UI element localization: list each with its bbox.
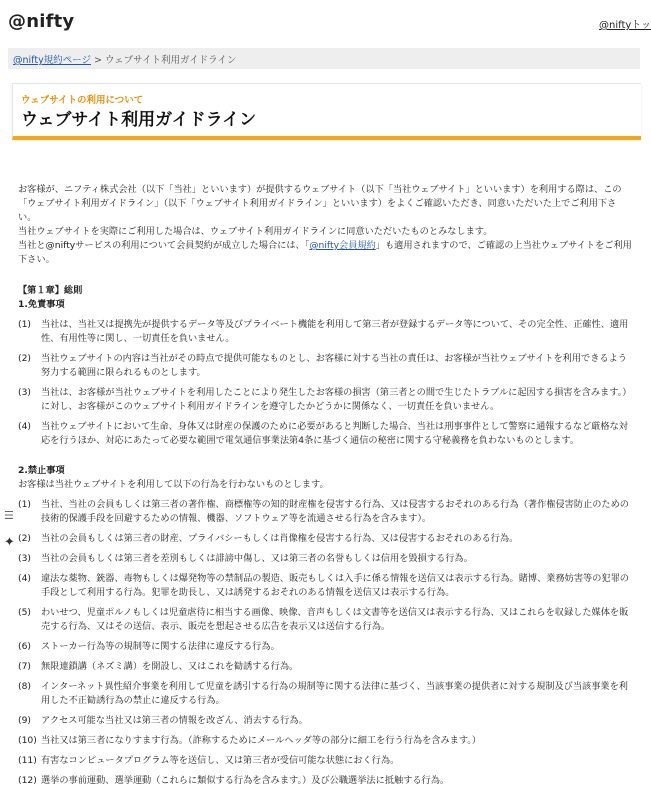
section-heading-disclaimer: 1.免責事項 xyxy=(18,299,65,310)
item-text: 当社は、当社又は提携先が提供するデータ等及びプライベート機能を利用して第三者が登録するデータ等について、その完全性、正確性、適用性、有用性等に関し、一切責任を負いません。 xyxy=(41,319,629,344)
list-item xyxy=(18,352,634,380)
item-text: 選挙の事前運動、選挙運動（これらに類似する行為を含みます。）及び公職選挙法に抵触する行為。 xyxy=(41,775,450,786)
intro-paragraph-3 xyxy=(18,239,634,267)
list-item xyxy=(18,680,634,708)
list-item xyxy=(18,572,634,600)
nifty-logo[interactable]: @nifty xyxy=(8,11,75,32)
item-text: 当社の会員もしくは第三者を差別もしくは誹謗中傷し、又は第三者の名誉もしくは信用を毀損する行為。 xyxy=(41,553,473,564)
breadcrumb-link-terms[interactable]: @nifty規約ページ xyxy=(13,55,91,66)
item-number: (1) xyxy=(18,319,32,330)
list-item xyxy=(18,660,634,674)
page-title: ウェブサイト利用ガイドライン xyxy=(21,110,257,130)
item-text: 当社の会員もしくは第三者の財産、プライバシーもしくは肖像権を侵害する行為、又は侵害するおそれのある行為。 xyxy=(41,533,519,544)
breadcrumb-trail xyxy=(13,52,236,66)
nifty-top-link[interactable]: @niftyトッ xyxy=(599,20,651,31)
list-item xyxy=(18,640,634,654)
item-text: 当社、当社の会員もしくは第三者の著作権、商標権等の知的財産権を侵害する行為、又は侵害するおそれのある行為（著作権侵害防止のための技術的保護手段を回避するための情報、機器、ソフトウェア等を流通させる行為を含みます）。 xyxy=(41,499,629,524)
list-item xyxy=(18,386,634,414)
list-item xyxy=(18,552,634,566)
item-text: 当社ウェブサイトにおいて生命、身体又は財産の保護のために必要があると判断した場合、当社は刑事事件として警察に通報するなど厳格な対応を行うほか、対応にあたって必要な範囲で電気通信事業法第4条に基づく通信の秘密に関する守秘義務を負わないものとします。 xyxy=(41,421,628,446)
intro-paragraph-2: 当社ウェブサイトを実際にご利用した場合は、ウェブサイト利用ガイドラインに同意いただいたものとみなします。 xyxy=(18,226,493,237)
intro-paragraph-3-after: 」も適用されますので、ご確認の上当社ウェブサイトをご利用下さい。 xyxy=(18,240,632,265)
list-item xyxy=(18,754,634,768)
item-number: (2) xyxy=(18,353,32,364)
breadcrumb-current: ウェブサイト利用ガイドライン xyxy=(105,55,237,66)
item-number: (3) xyxy=(18,553,32,564)
intro-paragraph-3-before: 当社と@niftyサービスの利用について会員契約が成立した場合には、「 xyxy=(18,240,310,251)
item-number: (4) xyxy=(18,421,32,432)
site-header xyxy=(0,0,651,48)
item-text: 当社は、お客様が当社ウェブサイトを利用したことにより発生したお客様の損害（第三者との間で生じたトラブルに起因する損害を含みます。）に対し、お客様がこのウェブサイト利用ガイドラインを遵守したかどうかに関係なく、一切責任を負いません。 xyxy=(41,387,632,412)
item-text: インターネット異性紹介事業を利用して児童を誘引する行為の規制等に関する法律に基づく、当該事業の提供者に対する規制及び当該事業を利用した不正勧誘行為の禁止に違反する行為。 xyxy=(41,681,628,706)
item-number: (7) xyxy=(18,661,32,672)
list-item xyxy=(18,318,634,346)
guideline-body xyxy=(18,183,634,788)
item-text: 違法な薬物、銃器、毒物もしくは爆発物等の禁制品の製造、販売もしくは入手に係る情報を送信又は表示する行為。賭博、業務妨害等の犯罪の手段として利用する行為。犯罪を助長し、又は誘発するおそれのある情報を送信又は表示する行為。 xyxy=(41,573,629,598)
disclaimer-list xyxy=(18,318,634,448)
item-number: (3) xyxy=(18,387,32,398)
breadcrumb-separator: > xyxy=(91,55,105,66)
list-item xyxy=(18,734,634,748)
prohibited-intro: お客様は当社ウェブサイトを利用して以下の行為を行わないものとします。 xyxy=(18,479,329,490)
list-item xyxy=(18,420,634,448)
breadcrumb xyxy=(8,48,640,69)
item-number: (1) xyxy=(18,499,32,510)
item-number: (8) xyxy=(18,681,32,692)
item-text: 有害なコンピュータプログラム等を送信し、又は第三者が受信可能な状態におく行為。 xyxy=(41,755,400,766)
intro-paragraph-1: お客様が、ニフティ株式会社（以下「当社」といいます）が提供するウェブサイト（以下「当社ウェブサイト」といいます）を利用する際は、この「ウェブサイト利用ガイドライン」（以下「ウェブサイト利用ガイドライン」といいます）をよくご確認いただき、同意いただいた上でご利用下さい。 xyxy=(18,184,622,223)
item-number: (2) xyxy=(18,533,32,544)
item-number: (9) xyxy=(18,715,32,726)
item-text: ストーカー行為等の規制等に関する法律に違反する行為。 xyxy=(41,641,280,652)
page-subtitle: ウェブサイトの利用について xyxy=(21,95,144,106)
item-text: わいせつ、児童ポルノもしくは児童虐待に相当する画像、映像、音声もしくは文書等を送信又は表示する行為、又はこれらを収録した媒体を販売する行為、又はその送信、表示、販売を想起させる広告を表示又は送信する行為。 xyxy=(41,607,629,632)
item-number: (12) xyxy=(18,775,37,786)
item-text: 当社又は第三者になりすます行為。（詐称するためにメールヘッダ等の部分に細工を行う行為を含みます。） xyxy=(41,735,482,746)
chapter-heading: 【第１章】総則 xyxy=(18,285,83,296)
item-number: (10) xyxy=(18,735,37,746)
item-number: (11) xyxy=(18,755,37,766)
item-number: (4) xyxy=(18,573,32,584)
member-terms-link[interactable]: @nifty会員規約 xyxy=(309,240,376,251)
list-item xyxy=(18,714,634,728)
prohibited-list xyxy=(18,498,634,788)
item-number: (6) xyxy=(18,641,32,652)
page-title-box xyxy=(12,83,641,140)
item-text: アクセス可能な当社又は第三者の情報を改ざん、消去する行為。 xyxy=(41,715,308,726)
list-item xyxy=(18,606,634,634)
item-text: 当社ウェブサイトの内容は当社がその時点で提供可能なものとし、お客様に対する当社の責任は、お客様が当社ウェブサイトを利用できるよう努力する範囲に限られるものとします。 xyxy=(41,353,627,378)
list-item xyxy=(18,532,634,546)
sparkle-icon[interactable]: ✦ xyxy=(4,535,18,549)
item-number: (5) xyxy=(18,607,32,618)
item-text: 無限連鎖講（ネズミ講）を開設し、又はこれを勧誘する行為。 xyxy=(41,661,299,672)
list-item xyxy=(18,774,634,788)
section-heading-prohibited: 2.禁止事項 xyxy=(18,465,65,476)
list-item xyxy=(18,498,634,526)
menu-lines-icon[interactable]: ☰ xyxy=(4,509,18,521)
